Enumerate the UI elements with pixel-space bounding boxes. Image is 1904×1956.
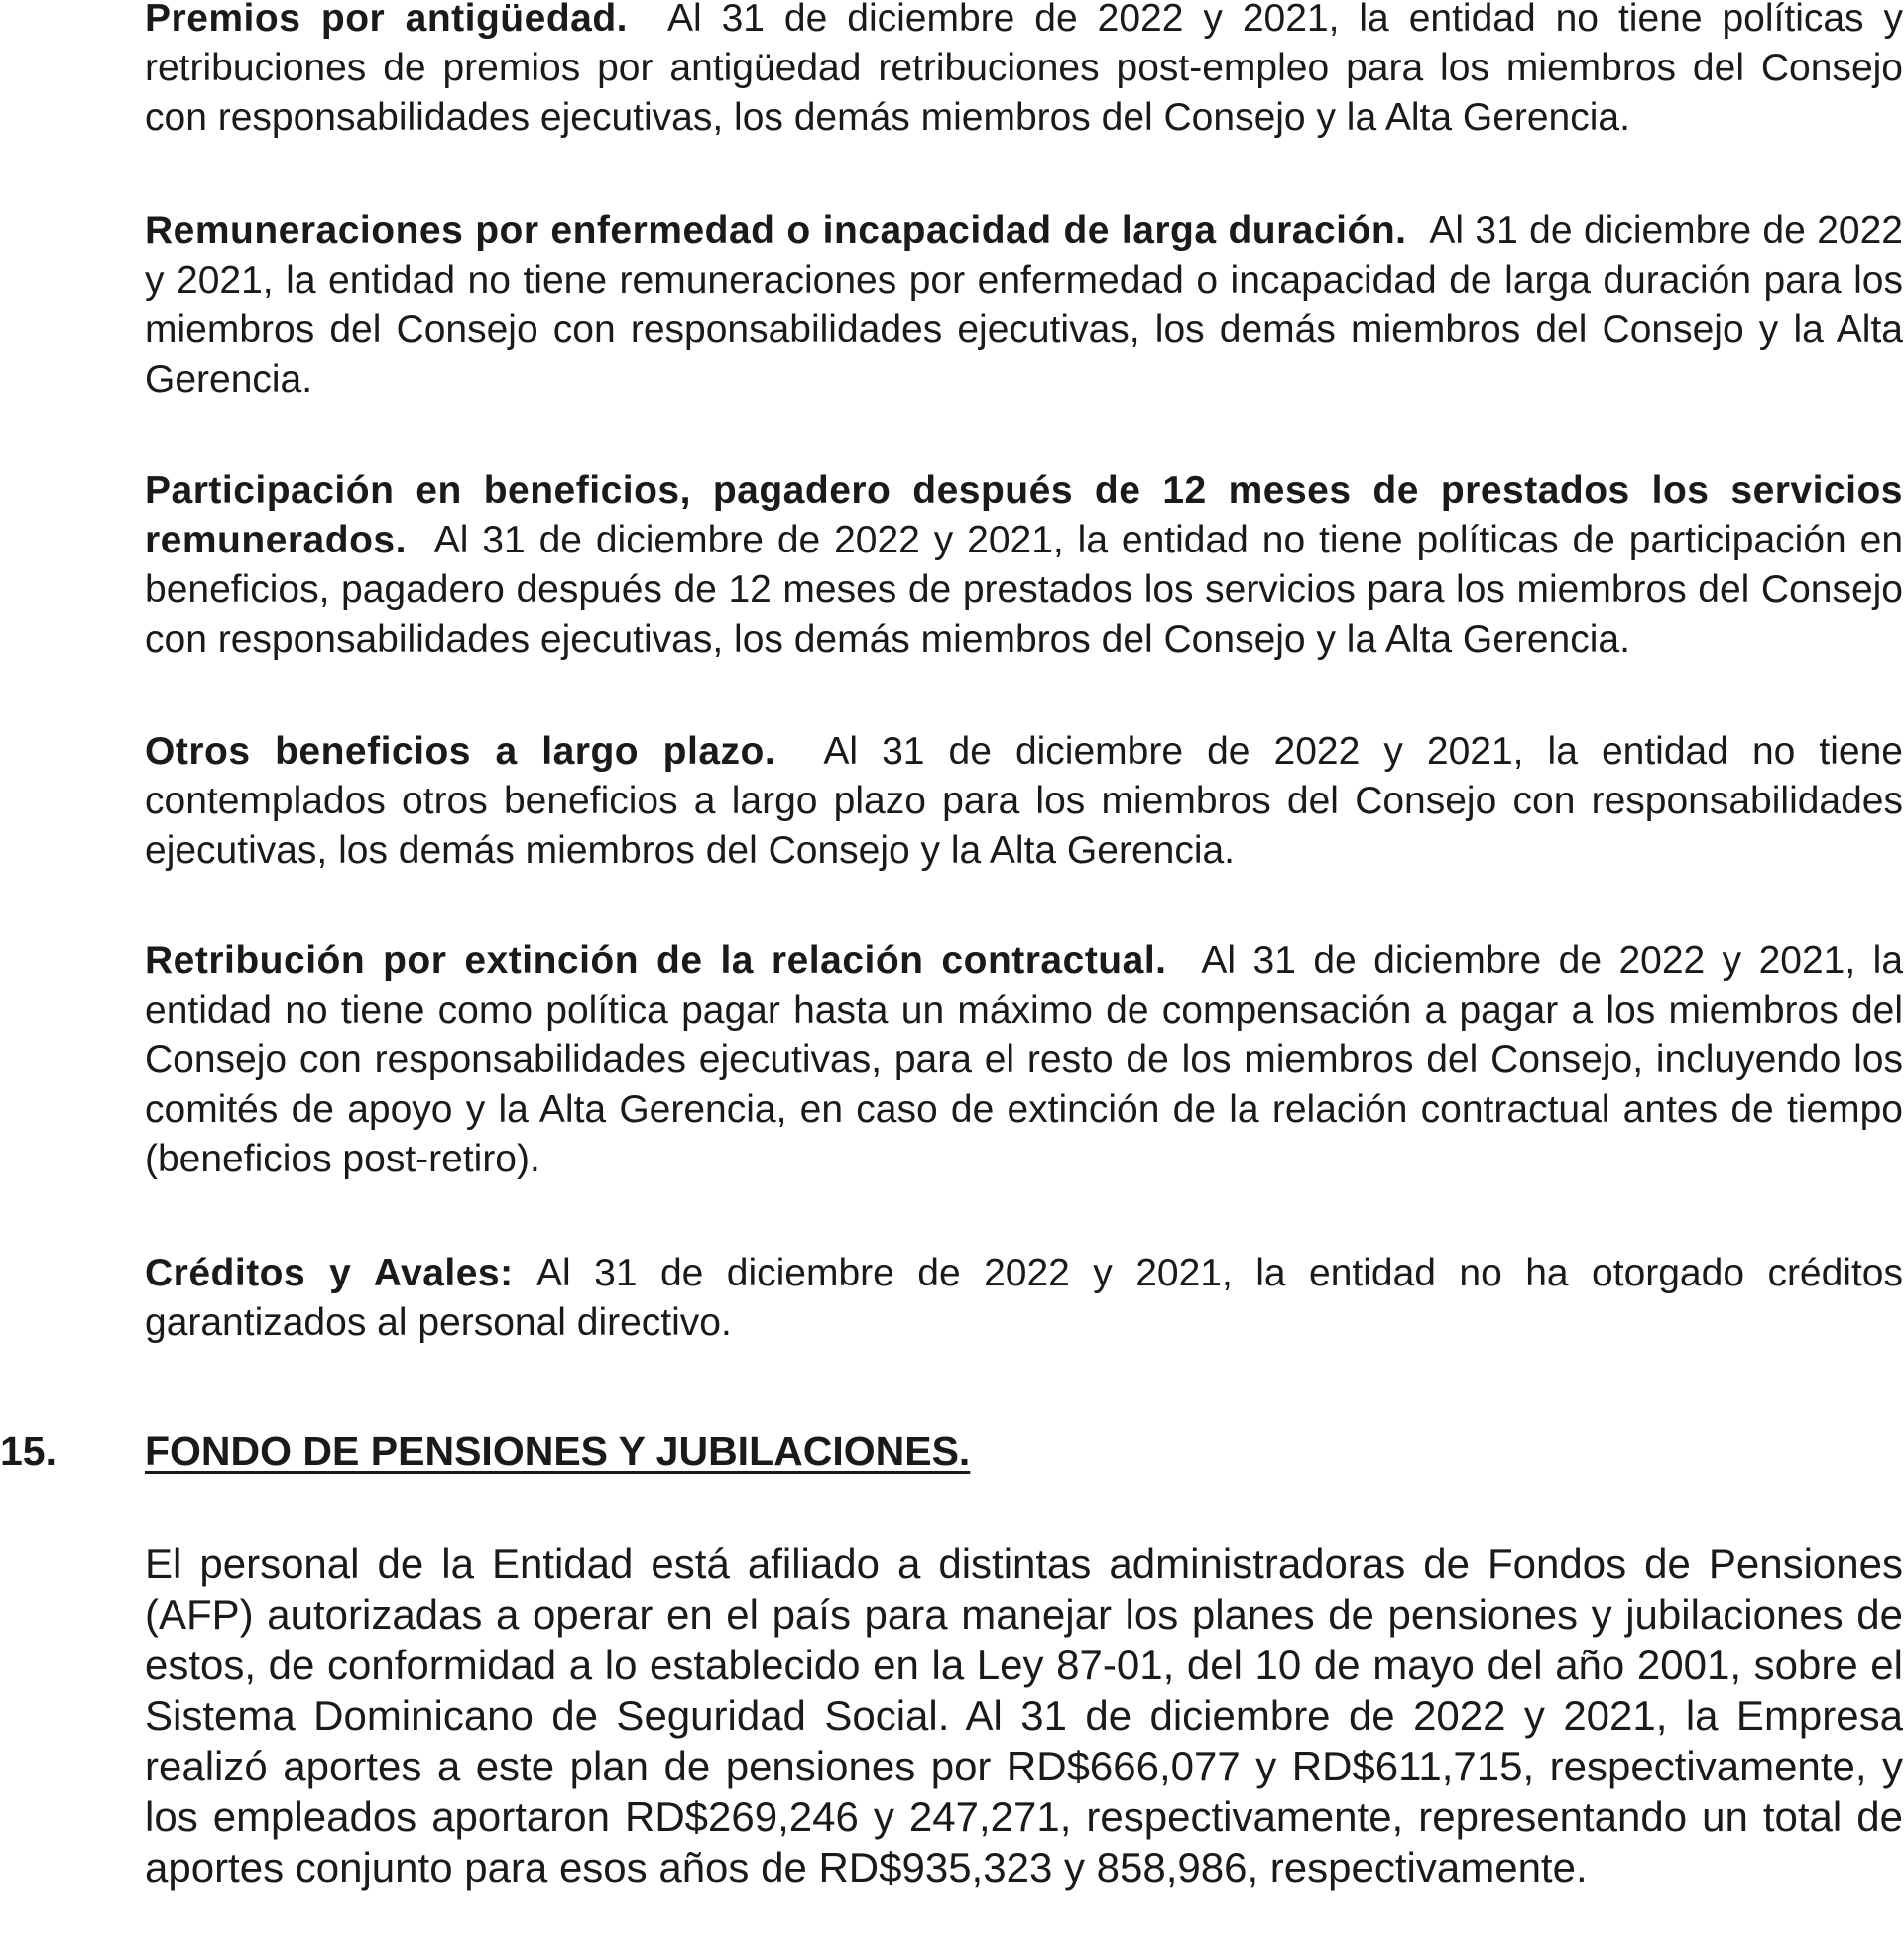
paragraph-text: Al 31 de diciembre de 2022 y 2021, la entidad no tiene remuneraciones por enfermedad o incapacidad de larga duración para los miembros del Consejo con responsabilidades ejecutivas, los demás miembros del Consejo y la Alta Gerencia.	[145, 209, 1903, 401]
paragraph-lead: Créditos y Avales:	[145, 1252, 514, 1294]
paragraph-lead: Participación en beneficios, pagadero después de 12 meses de prestados los servicios remunerados.	[145, 469, 1903, 561]
paragraph-otros-beneficios	[145, 727, 1903, 876]
section-body: El personal de la Entidad está afiliado a distintas administradoras de Fondos de Pensiones (AFP) autorizadas a operar en el país para manejar los planes de pensiones y jubilaciones de estos, de conformidad a lo establecido en la Ley 87-01, del 10 de mayo del año 2001, sobre el Sistema Dominicano de Seguridad Social. Al 31 de diciembre de 2022 y 2021, la Empresa realizó aportes a este plan de pensiones por RD$666,077 y RD$611,715, respectivamente, y los empleados aportaron RD$269,246 y 247,271, respectivamente, representando un total de aportes conjunto para esos años de RD$935,323 y 858,986, respectivamente.	[145, 1540, 1903, 1891]
paragraph-text: Al 31 de diciembre de 2022 y 2021, la entidad no tiene políticas y retribuciones de premios por antigüedad retribuciones post-empleo para los miembros del Consejo con responsabilidades ejecutivas, los demás miembros del Consejo y la Alta Gerencia.	[145, 0, 1904, 139]
paragraph-remuneraciones-enfermedad	[145, 206, 1903, 405]
paragraph-premios-antiguedad	[145, 0, 1903, 143]
paragraph-creditos-avales	[145, 1249, 1903, 1348]
paragraph-lead: Premios por antigüedad.	[145, 0, 628, 40]
paragraph-retribucion-extincion	[145, 936, 1903, 1184]
section-heading	[0, 1424, 1904, 1484]
section-title: FONDO DE PENSIONES Y JUBILACIONES.	[145, 1428, 971, 1474]
paragraph-lead: Remuneraciones por enfermedad o incapacidad de larga duración.	[145, 209, 1407, 252]
paragraph-lead: Retribución por extinción de la relación contractual.	[145, 939, 1167, 982]
paragraph-text: Al 31 de diciembre de 2022 y 2021, la entidad no tiene contemplados otros beneficios a largo plazo para los miembros del Consejo con responsabilidades ejecutivas, los demás miembros del Consejo y la Alta Gerencia.	[145, 730, 1903, 872]
paragraph-text: Al 31 de diciembre de 2022 y 2021, la entidad no tiene como política pagar hasta un máximo de compensación a pagar a los miembros del Consejo con responsabilidades ejecutivas, para el resto de los miembros del Consejo, incluyendo los comités de apoyo y la Alta Gerencia, en caso de extinción de la relación contractual antes de tiempo (beneficios post-retiro).	[145, 939, 1904, 1180]
paragraph-lead: Otros beneficios a largo plazo.	[145, 730, 776, 773]
paragraph-participacion-beneficios	[145, 466, 1903, 665]
section-number: 15.	[0, 1428, 57, 1474]
paragraph-text: Al 31 de diciembre de 2022 y 2021, la entidad no tiene políticas de participación en beneficios, pagadero después de 12 meses de prestados los servicios para los miembros del Consejo con responsabilidades ejecutivas, los demás miembros del Consejo y la Alta Gerencia.	[145, 519, 1904, 661]
paragraph-text: Al 31 de diciembre de 2022 y 2021, la entidad no ha otorgado créditos garantizados al personal directivo.	[145, 1252, 1903, 1344]
